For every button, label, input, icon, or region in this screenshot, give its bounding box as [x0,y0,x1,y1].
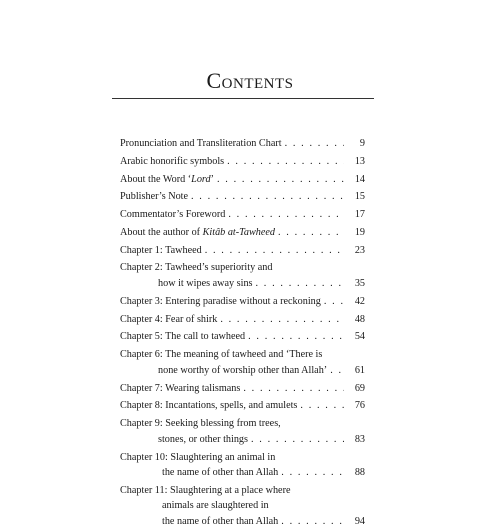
dot-leader [243,381,344,397]
toc-entry[interactable] [120,189,365,205]
toc-entry-title: Publisher’s Note [120,191,189,203]
toc-entry-title: Chapter 8: Incantations, spells, and amulets [120,400,298,412]
toc-entry-title: Chapter 11: Slaughtering at a place where [120,484,291,496]
toc-page-number: 42 [354,295,365,307]
toc-page-number: 61 [354,364,365,376]
dot-leader [220,312,344,328]
toc-entry-title: Chapter 9: Seeking blessing from trees, [120,418,281,430]
toc-entry[interactable] [120,154,365,170]
table-of-contents [120,136,365,532]
toc-entry[interactable] [120,243,365,259]
toc-entry-title: Chapter 6: The meaning of tawheed and ‘There is [120,349,323,361]
toc-page-number: 14 [354,173,365,185]
title-rule [112,98,374,99]
toc-entry[interactable] [120,225,365,241]
toc-page-number: 15 [354,191,365,203]
toc-entry-title: Chapter 10: Slaughtering an animal in [120,451,276,463]
toc-entry[interactable] [120,136,365,152]
toc-entry-title: stones, or other things [158,433,248,445]
toc-entry[interactable] [120,381,365,397]
toc-entry[interactable] [120,347,365,378]
dot-leader [205,243,344,259]
toc-page-number: 9 [359,138,365,149]
toc-entry[interactable] [120,450,365,481]
toc-entry[interactable] [120,260,365,291]
toc-entry-title: none worthy of worship other than Allah’ [158,364,328,376]
toc-entry-title: Chapter 2: Tawheed’s superiority and [120,262,273,274]
toc-entry-title: About the Word ‘Lord’ [120,173,215,185]
toc-entry-title: Chapter 3: Entering paradise without a reckoning [120,295,321,307]
dot-leader [217,172,344,188]
dot-leader [278,225,344,241]
toc-entry-title: the name of other than Allah [162,467,279,479]
toc-entry[interactable] [120,416,365,447]
toc-page-number: 83 [354,433,365,445]
dot-leader [256,276,344,292]
dot-leader [251,432,344,448]
toc-entry-title: how it wipes away sins [158,278,253,290]
toc-entry[interactable] [120,294,365,310]
toc-page-number: 54 [354,331,365,343]
toc-page-number: 19 [354,226,365,238]
toc-entry-title: animals are slaughtered in [162,500,269,512]
toc-entry[interactable] [120,483,365,530]
dot-leader [248,329,344,345]
toc-entry-title: Arabic honorific symbols [120,155,225,167]
dot-leader [191,189,344,205]
toc-entry-title: Commentator’s Foreword [120,209,226,221]
dot-leader [324,294,344,310]
toc-entry-title: About the author of Kitâb at-Tawheed [120,226,275,238]
toc-page-number: 69 [354,382,365,394]
toc-entry[interactable] [120,398,365,414]
dot-leader [330,363,344,379]
dot-leader [227,154,344,170]
toc-page-number: 17 [354,209,365,221]
toc-entry[interactable] [120,329,365,345]
toc-entry-title: the name of other than Allah [162,516,279,528]
toc-page-number: 76 [354,400,365,412]
toc-entry-title: Chapter 7: Wearing talismans [120,382,241,394]
toc-entry-title: Chapter 5: The call to tawheed [120,331,246,343]
toc-page-number: 94 [354,516,365,528]
dot-leader [285,136,344,152]
toc-page-number: 13 [354,155,365,167]
toc-entry-title: Chapter 4: Fear of shirk [120,313,218,325]
toc-entry-title: Chapter 1: Tawheed [120,244,202,256]
dot-leader [300,398,344,414]
toc-entry-title: Pronunciation and Transliteration Chart [120,138,282,149]
dot-leader [281,465,344,481]
dot-leader [281,514,344,530]
dot-leader [228,207,344,223]
toc-page-number: 35 [354,278,365,290]
page-title: Contents [206,68,294,93]
toc-entry[interactable] [120,172,365,188]
toc-entry[interactable] [120,312,365,328]
toc-page-number: 48 [354,313,365,325]
toc-page-number: 88 [354,467,365,479]
toc-page-number: 23 [354,244,365,256]
toc-entry[interactable] [120,207,365,223]
